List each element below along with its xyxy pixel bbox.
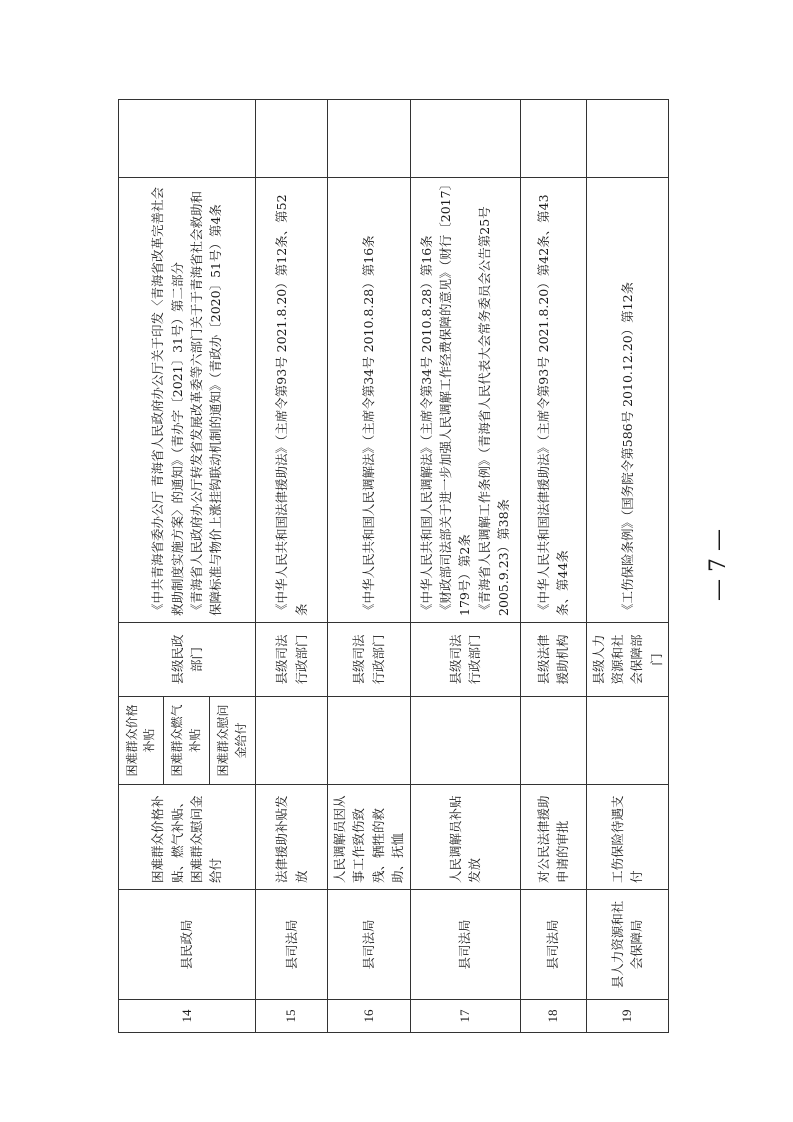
row-19-department: 县人力资源和社会保障局 [586,890,669,1000]
row-14-sub-item-2: 困难群众慰问金给付 [210,696,256,784]
service-items-table [118,99,669,1033]
row-18-remark [520,99,586,177]
row-18-department: 县司法局 [520,890,586,1000]
row-17-item: 人民调解员补贴发放 [410,785,520,890]
row-15-remark [256,99,328,177]
row-15-item: 法律援助补贴发放 [256,785,328,890]
row-16-sub [328,696,411,784]
row-14-remark [119,99,256,177]
row-18-basis: 《中华人民共和国法律援助法》（主席令第93号 2021.8.20）第42条、第43条、第44条 [520,177,586,622]
row-15-department: 县司法局 [256,890,328,1000]
row-14-department: 县民政局 [119,890,256,1000]
row-17-sub [410,696,520,784]
row-19-basis: 《工伤保险条例》（国务院令第586号 2010.12.20）第12条 [586,177,669,622]
row-17-remark [410,99,520,177]
row-17-number: 17 [410,1000,520,1033]
row-15-basis: 《中华人民共和国法律援助法》（主席令第93号 2021.8.20）第12条、第52条 [256,177,328,622]
row-18-item: 对公民法律援助申请的审批 [520,785,586,890]
row-14-item: 困难群众价格补贴、燃气补贴、困难群众慰问金给付 [119,785,256,890]
row-19-remark [586,99,669,177]
row-19-sub [586,696,669,784]
row-14-sub-item-1: 困难群众燃气补贴 [164,696,210,784]
row-15-organization: 县级司法行政部门 [256,622,328,696]
row-19-organization: 县级人力资源和社会保障部门 [586,622,669,696]
row-14-number: 14 [119,1000,256,1033]
page-number: — 7 — [706,529,731,601]
row-16-item: 人民调解员因从事工作致伤致残、牺牲的救助、抚恤 [328,785,411,890]
row-18-number: 18 [520,1000,586,1033]
row-18-sub [520,696,586,784]
row-17-organization: 县级司法行政部门 [410,622,520,696]
rotated-table-wrapper [118,100,664,1033]
row-16-organization: 县级司法行政部门 [328,622,411,696]
row-19-item: 工伤保险待遇支付 [586,785,669,890]
row-15-number: 15 [256,1000,328,1033]
row-17-department: 县司法局 [410,890,520,1000]
row-14-sub-header: 困难群众价格补贴 [119,696,164,784]
row-16-basis: 《中华人民共和国人民调解法》（主席令第34号 2010.8.28）第16条 [328,177,411,622]
row-16-remark [328,99,411,177]
row-14-basis: 《中共青海省委办公厅 青海省人民政府办公厅关于印发〈青海省改革完善社会救助制度实施方案〉的通知》（青办字〔2021〕31号）第二部分 《青海省人民政府办公厅转发省发展改革委等六部门关于于青海省社会救助和保障标准与物价上涨挂钩联动机制的通知》（青政办〔2020〕51号）第4条 [119,177,256,622]
row-16-department: 县司法局 [328,890,411,1000]
row-18-organization: 县级法律援助机构 [520,622,586,696]
row-15-sub [256,696,328,784]
row-14-organization: 县级民政部门 [119,622,256,696]
row-16-number: 16 [328,1000,411,1033]
row-19-number: 19 [586,1000,669,1033]
row-17-basis: 《中华人民共和国人民调解法》（主席令第34号 2010.8.28）第16条 《财政部司法部关于进一步加强人民调解工作经费保障的意见》（财行〔2017〕179号）第2条 《青海省人民调解工作条例》（青海省人民代表大会常务委员会公告第25号 2005.9.23）第38条 [410,177,520,622]
